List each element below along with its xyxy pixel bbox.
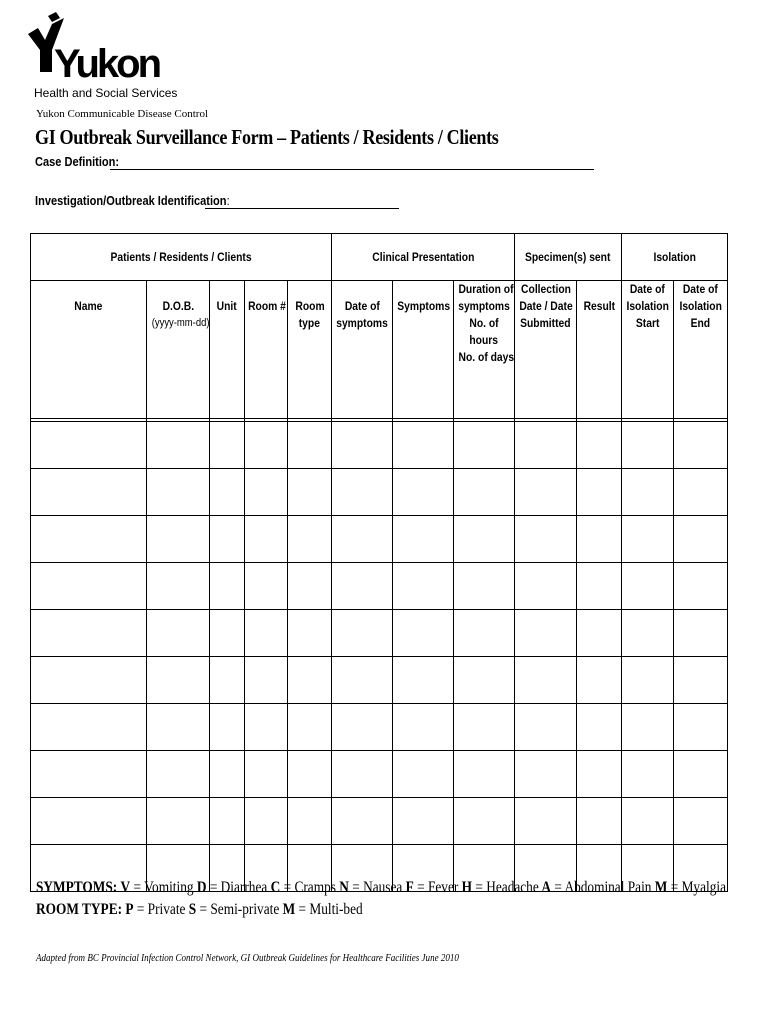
- investigation-id-text: Investigation/Outbreak Identification: [35, 193, 227, 208]
- legend-meaning: = Cramps: [280, 879, 336, 896]
- cell-isolation-end[interactable]: [674, 657, 728, 704]
- table-row: [31, 469, 728, 516]
- cell-duration[interactable]: [454, 657, 515, 704]
- cell-unit[interactable]: [210, 704, 245, 751]
- cell-room-number[interactable]: [245, 516, 288, 563]
- cell-collection-date[interactable]: [515, 704, 577, 751]
- unit-name: Yukon Communicable Disease Control: [36, 108, 209, 120]
- cell-date-of-symptoms[interactable]: [332, 516, 393, 563]
- cell-isolation-end[interactable]: [674, 422, 728, 469]
- cell-symptoms[interactable]: [393, 563, 454, 610]
- col-isolation-start: Date of Isolation Start: [622, 281, 674, 419]
- cell-collection-date[interactable]: [515, 469, 577, 516]
- legend-code: N: [335, 879, 349, 896]
- table-row: [31, 610, 728, 657]
- col-unit: Unit: [210, 281, 245, 419]
- cell-unit[interactable]: [210, 516, 245, 563]
- col-name: Name: [31, 281, 147, 419]
- cell-isolation-end[interactable]: [674, 798, 728, 845]
- legend-code: S: [185, 901, 197, 918]
- department-name: Health and Social Services: [34, 86, 178, 100]
- cell-symptoms[interactable]: [393, 422, 454, 469]
- cell-duration[interactable]: [454, 469, 515, 516]
- cell-symptoms[interactable]: [393, 657, 454, 704]
- legend-meaning: = Abdominal Pain: [551, 879, 652, 896]
- cell-collection-date[interactable]: [515, 657, 577, 704]
- legend-code: M: [279, 901, 296, 918]
- col-room-type: Room type: [288, 281, 332, 419]
- table-row: [31, 704, 728, 751]
- group-header-row: [31, 234, 728, 281]
- cell-room-type[interactable]: [288, 469, 332, 516]
- cell-room-type[interactable]: [288, 657, 332, 704]
- cell-dob[interactable]: [147, 657, 210, 704]
- cell-collection-date[interactable]: [515, 422, 577, 469]
- cell-dob[interactable]: [147, 516, 210, 563]
- cell-name[interactable]: [31, 657, 147, 704]
- room-type-legend: [36, 899, 726, 921]
- cell-date-of-symptoms[interactable]: [332, 798, 393, 845]
- legend-code: F: [402, 879, 414, 896]
- cell-duration[interactable]: [454, 610, 515, 657]
- legend-code: H: [458, 879, 473, 896]
- cell-duration[interactable]: [454, 751, 515, 798]
- legend-code: P: [125, 901, 134, 918]
- cell-name[interactable]: [31, 563, 147, 610]
- cell-isolation-start[interactable]: [622, 704, 674, 751]
- cell-duration[interactable]: [454, 563, 515, 610]
- cell-isolation-start[interactable]: [622, 563, 674, 610]
- cell-collection-date[interactable]: [515, 563, 577, 610]
- cell-symptoms[interactable]: [393, 751, 454, 798]
- legend-meaning: = Diarrhea: [206, 879, 268, 896]
- cell-unit[interactable]: [210, 422, 245, 469]
- cell-name[interactable]: [31, 469, 147, 516]
- cell-name[interactable]: [31, 516, 147, 563]
- room-type-legend-label: ROOM TYPE:: [36, 901, 123, 918]
- legend-meaning: = Nausea: [348, 879, 403, 896]
- cell-isolation-end[interactable]: [674, 516, 728, 563]
- table-row: [31, 516, 728, 563]
- cell-date-of-symptoms[interactable]: [332, 563, 393, 610]
- cell-unit[interactable]: [210, 657, 245, 704]
- cell-result[interactable]: [577, 704, 622, 751]
- cell-unit[interactable]: [210, 798, 245, 845]
- cell-name[interactable]: [31, 610, 147, 657]
- group-isolation: Isolation: [622, 234, 728, 281]
- col-collection-date: Collection Date / Date Submitted: [515, 281, 577, 419]
- cell-date-of-symptoms[interactable]: [332, 610, 393, 657]
- logo-wordmark: Yukon: [54, 42, 160, 86]
- cell-name[interactable]: [31, 704, 147, 751]
- legend-meaning: = Headache: [472, 879, 539, 896]
- cell-room-type[interactable]: [288, 751, 332, 798]
- cell-isolation-end[interactable]: [674, 610, 728, 657]
- cell-result[interactable]: [577, 422, 622, 469]
- cell-isolation-end[interactable]: [674, 563, 728, 610]
- room-type-code-list: [125, 901, 362, 918]
- col-date-of-symptoms: Date of symptoms: [332, 281, 393, 419]
- group-patients: Patients / Residents / Clients: [31, 234, 332, 281]
- investigation-id-field[interactable]: [205, 208, 399, 209]
- cell-isolation-start[interactable]: [622, 469, 674, 516]
- legend-meaning: = Multi-bed: [295, 901, 363, 918]
- cell-room-number[interactable]: [245, 798, 288, 845]
- cell-room-number[interactable]: [245, 469, 288, 516]
- cell-isolation-start[interactable]: [622, 610, 674, 657]
- legend-code: M: [651, 879, 668, 896]
- column-header-row: [31, 281, 728, 419]
- legend-code: C: [267, 879, 281, 896]
- cell-dob[interactable]: [147, 704, 210, 751]
- investigation-id-label: [35, 193, 230, 208]
- group-specimens: Specimen(s) sent: [515, 234, 622, 281]
- cell-result[interactable]: [577, 516, 622, 563]
- cell-symptoms[interactable]: [393, 469, 454, 516]
- cell-date-of-symptoms[interactable]: [332, 469, 393, 516]
- cell-isolation-start[interactable]: [622, 657, 674, 704]
- cell-collection-date[interactable]: [515, 798, 577, 845]
- cell-symptoms[interactable]: [393, 798, 454, 845]
- cell-room-number[interactable]: [245, 751, 288, 798]
- cell-room-number[interactable]: [245, 422, 288, 469]
- investigation-id-colon: :: [226, 193, 230, 208]
- cell-room-number[interactable]: [245, 563, 288, 610]
- cell-room-type[interactable]: [288, 610, 332, 657]
- col-duration: Duration of symptoms No. of hours No. of days: [454, 281, 515, 419]
- cell-result[interactable]: [577, 563, 622, 610]
- cell-isolation-start[interactable]: [622, 516, 674, 563]
- col-dob: D.O.B. (yyyy-mm-dd): [147, 281, 210, 419]
- cell-name[interactable]: [31, 798, 147, 845]
- cell-result[interactable]: [577, 469, 622, 516]
- case-definition-field[interactable]: [110, 169, 594, 170]
- symptom-code-list: [121, 879, 726, 896]
- cell-collection-date[interactable]: [515, 516, 577, 563]
- cell-room-type[interactable]: [288, 798, 332, 845]
- table-row: [31, 422, 728, 469]
- cell-room-number[interactable]: [245, 657, 288, 704]
- form-title: GI Outbreak Surveillance Form – Patients / Residents / Clients: [35, 125, 499, 149]
- cell-result[interactable]: [577, 610, 622, 657]
- table-row: [31, 563, 728, 610]
- col-result: Result: [577, 281, 622, 419]
- cell-room-type[interactable]: [288, 516, 332, 563]
- cell-result[interactable]: [577, 798, 622, 845]
- col-symptoms: Symptoms: [393, 281, 454, 419]
- cell-unit[interactable]: [210, 610, 245, 657]
- cell-name[interactable]: [31, 422, 147, 469]
- cell-date-of-symptoms[interactable]: [332, 704, 393, 751]
- legend-meaning: = Fever: [413, 879, 459, 896]
- legend-code: D: [193, 879, 207, 896]
- cell-collection-date[interactable]: [515, 751, 577, 798]
- legend-meaning: = Myalgia: [667, 879, 727, 896]
- table-row: [31, 657, 728, 704]
- cell-dob[interactable]: [147, 610, 210, 657]
- legend-meaning: = Private: [133, 901, 186, 918]
- col-room-number: Room #: [245, 281, 288, 419]
- cell-isolation-end[interactable]: [674, 704, 728, 751]
- surveillance-table: [30, 233, 728, 892]
- cell-unit[interactable]: [210, 751, 245, 798]
- legend-code: V: [120, 879, 131, 896]
- cell-duration[interactable]: [454, 422, 515, 469]
- cell-dob[interactable]: [147, 751, 210, 798]
- cell-duration[interactable]: [454, 516, 515, 563]
- symptoms-legend-label: SYMPTOMS:: [36, 879, 118, 896]
- cell-dob[interactable]: [147, 422, 210, 469]
- cell-room-number[interactable]: [245, 704, 288, 751]
- cell-unit[interactable]: [210, 563, 245, 610]
- cell-room-type[interactable]: [288, 563, 332, 610]
- cell-unit[interactable]: [210, 469, 245, 516]
- cell-dob[interactable]: [147, 798, 210, 845]
- group-clinical: Clinical Presentation: [332, 234, 515, 281]
- cell-isolation-start[interactable]: [622, 798, 674, 845]
- cell-collection-date[interactable]: [515, 610, 577, 657]
- cell-name[interactable]: [31, 751, 147, 798]
- table-body: [31, 419, 728, 892]
- col-isolation-end: Date of Isolation End: [674, 281, 728, 419]
- cell-room-number[interactable]: [245, 610, 288, 657]
- cell-result[interactable]: [577, 657, 622, 704]
- legend-meaning: = Semi-private: [196, 901, 280, 918]
- cell-symptoms[interactable]: [393, 610, 454, 657]
- cell-symptoms[interactable]: [393, 516, 454, 563]
- source-note: Adapted from BC Provincial Infection Control Network, GI Outbreak Guidelines for Healthcare Facilities June 2010: [36, 953, 459, 964]
- cell-date-of-symptoms[interactable]: [332, 751, 393, 798]
- cell-isolation-start[interactable]: [622, 751, 674, 798]
- cell-dob[interactable]: [147, 469, 210, 516]
- cell-isolation-start[interactable]: [622, 422, 674, 469]
- cell-room-type[interactable]: [288, 422, 332, 469]
- case-definition-label: Case Definition:: [35, 154, 120, 169]
- legend-meaning: = Vomiting: [130, 879, 194, 896]
- cell-room-type[interactable]: [288, 704, 332, 751]
- table-row: [31, 751, 728, 798]
- legend-code: A: [538, 879, 552, 896]
- cell-duration[interactable]: [454, 704, 515, 751]
- symptoms-legend: [36, 877, 726, 899]
- cell-date-of-symptoms[interactable]: [332, 657, 393, 704]
- legend: [36, 877, 726, 921]
- table-row: [31, 798, 728, 845]
- cell-date-of-symptoms[interactable]: [332, 422, 393, 469]
- cell-dob[interactable]: [147, 563, 210, 610]
- cell-isolation-end[interactable]: [674, 751, 728, 798]
- cell-result[interactable]: [577, 751, 622, 798]
- cell-duration[interactable]: [454, 798, 515, 845]
- cell-isolation-end[interactable]: [674, 469, 728, 516]
- cell-symptoms[interactable]: [393, 704, 454, 751]
